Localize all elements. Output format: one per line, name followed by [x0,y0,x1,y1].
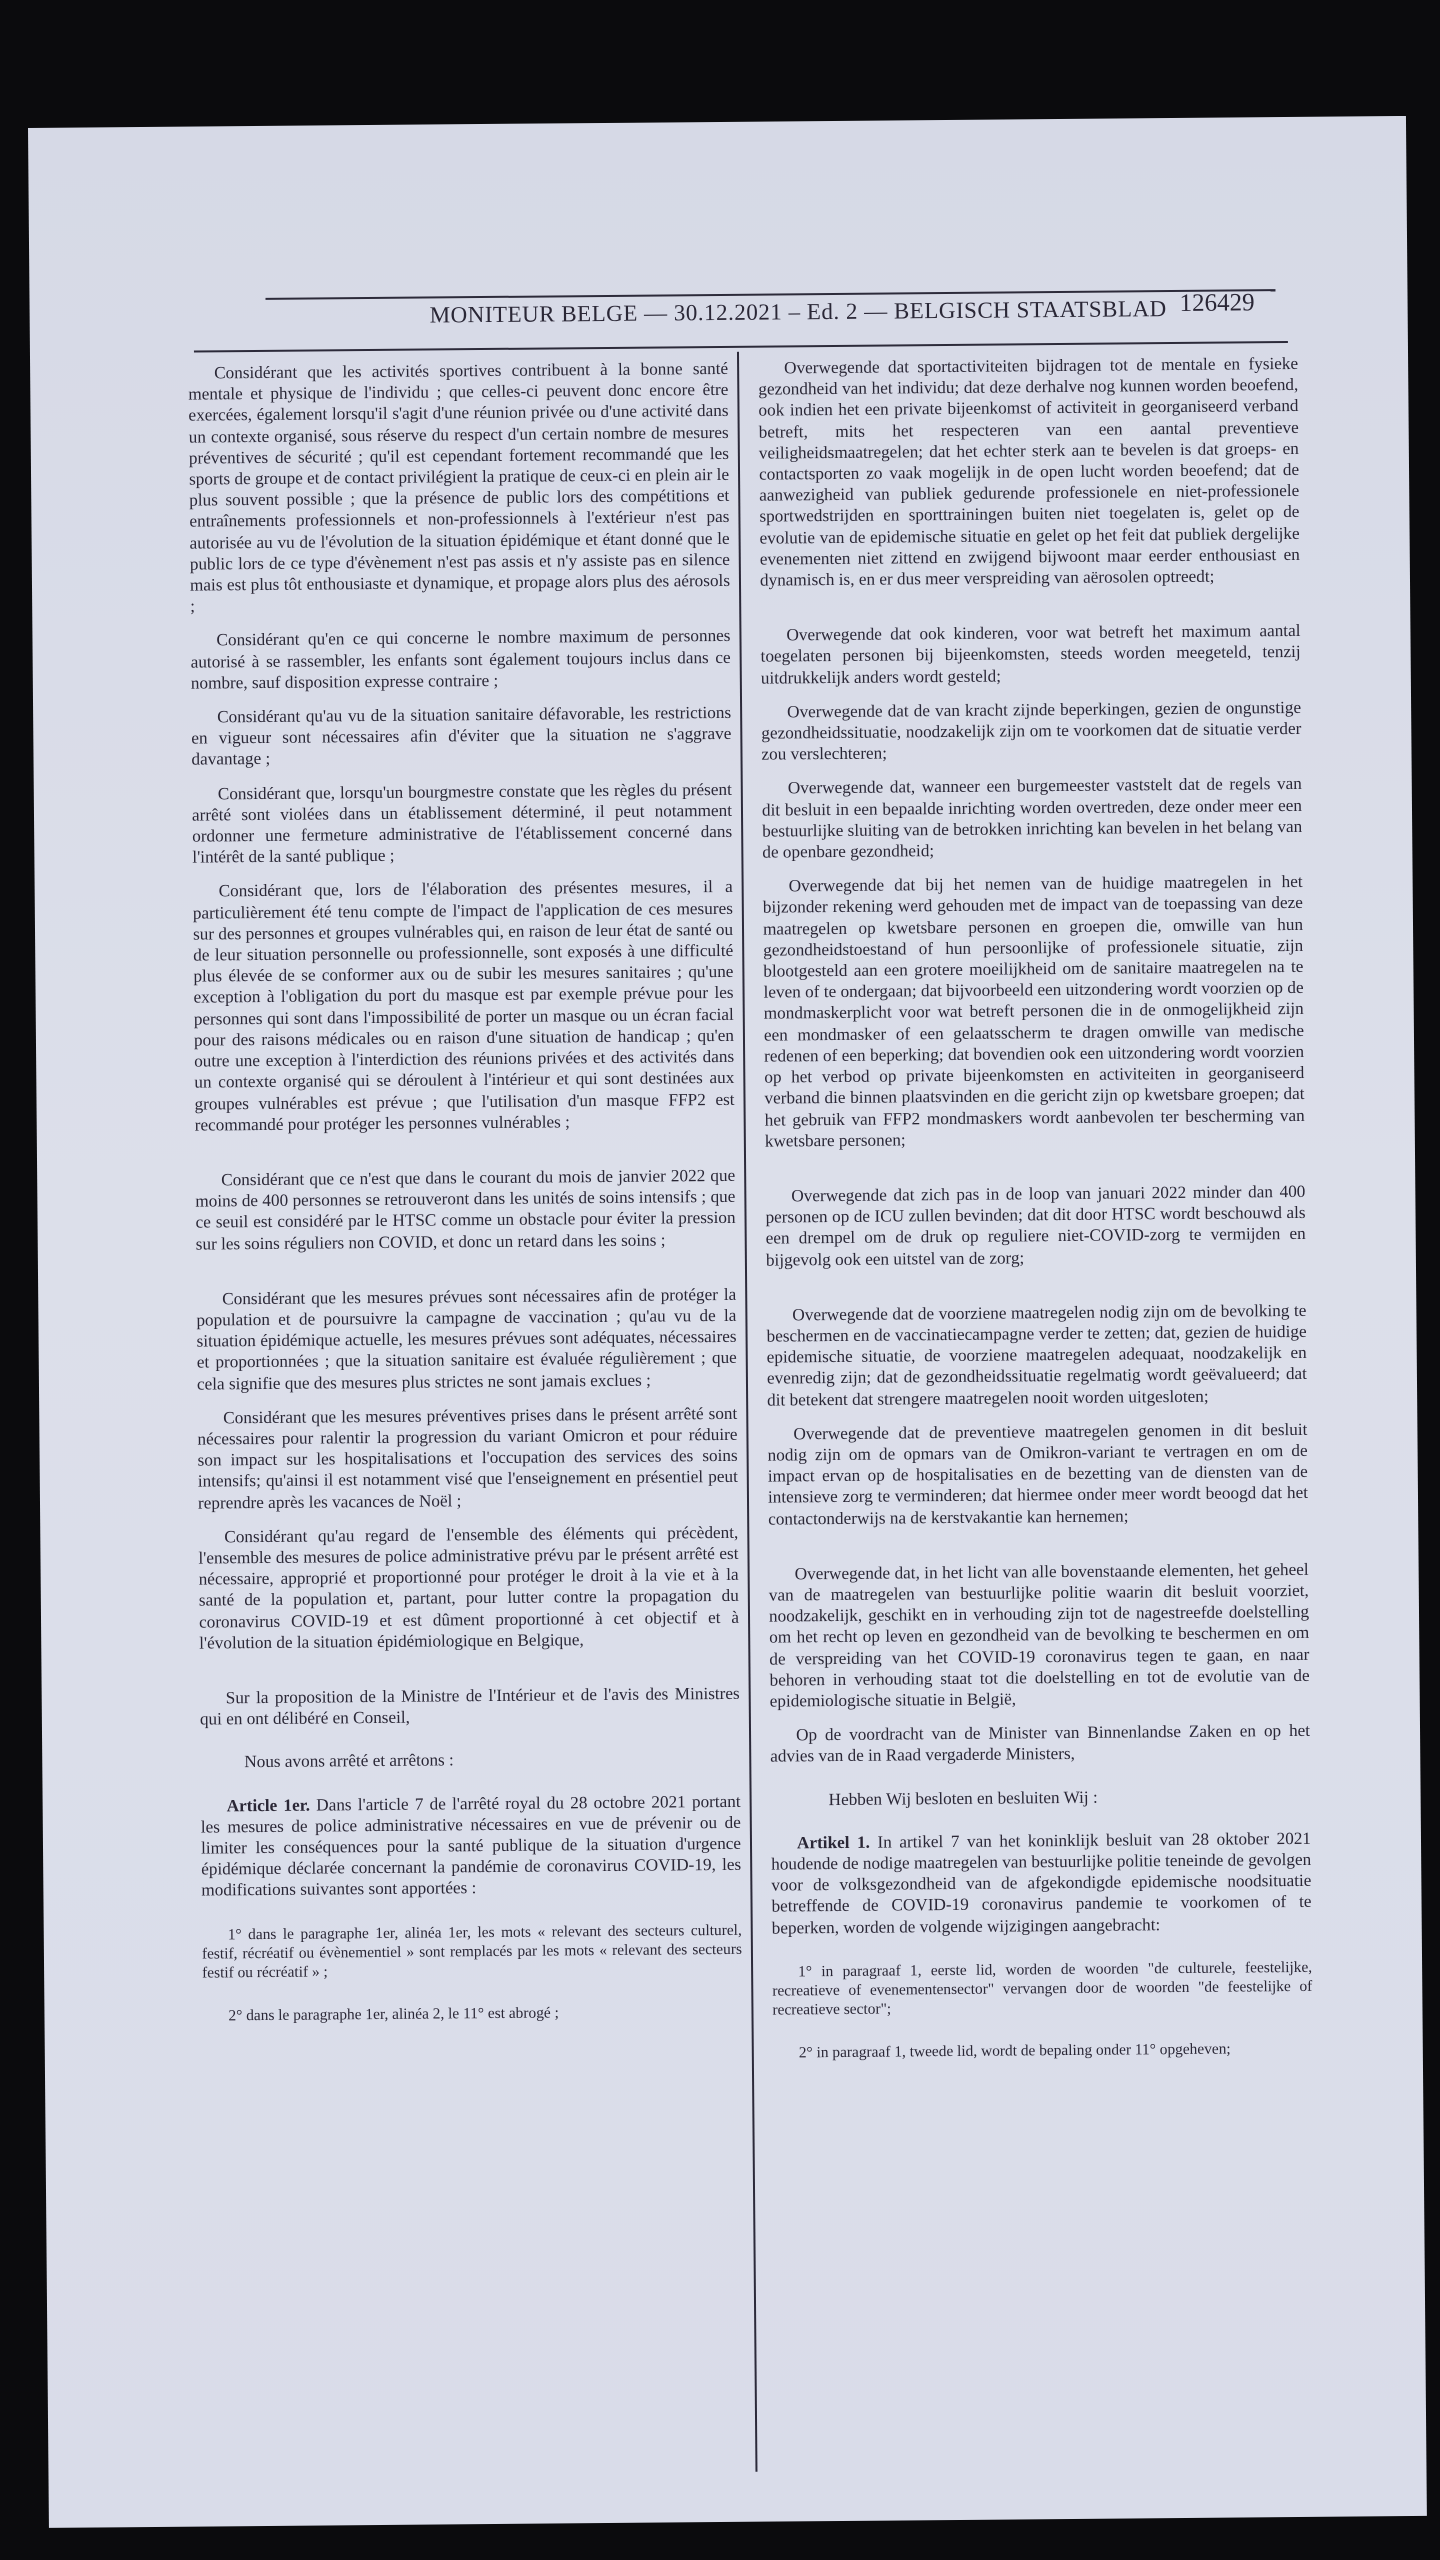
fr-article-1 [201,1790,742,1901]
nl-paragraph: Overwegende dat de voorziene maatregelen nodig zijn om de bevolking te beschermen en de vaccinatiecampagne verder te zetten; dat, gezien de huidige epidemische situatie, de voorziene maatregelen adequaat, noodzakelijk en evenredig zijn; dat de gezondheidssituatie regelmatig wordt geëvalueerd; dat dit betekent dat strengere maatregelen nooit worden uitgesloten; [766,1300,1308,1410]
fr-paragraph: Considérant que les mesures préventives prises dans le présent arrêté sont nécessaires pour ralentir la progression du variant Omicron et pour réduire son impact sur les hospitalisations et l'occupation des services des soins intensifs; qu'ainsi il est notamment visé que l'enseignement en présentiel peut reprendre après les vacances de Noël ; [197,1403,738,1513]
fr-article-text: Dans l'article 7 de l'arrêté royal du 28 octobre 2021 portant les mesures de police administrative nécessaires en vue de prévenir ou de limiter les conséquences pour la santé publique de la situation d'urgence épidémique déclarée concernant la pandémie de coronavirus COVID-19, les modifications suivantes sont apportées : [200,1791,742,1900]
fr-paragraph: Considérant qu'au vu de la situation sanitaire défavorable, les restrictions en vigueur sont nécessaires afin d'éviter que la situation ne s'aggrave davantage ; [191,702,732,770]
nl-article-label: Artikel 1. [796,1832,871,1853]
publication-header-title: MONITEUR BELGE — 30.12.2021 – Ed. 2 — BELGISCH STAATSBLAD [429,296,1167,328]
page-number: 126429 [1179,289,1255,317]
nl-paragraph: Overwegende dat bij het nemen van de huidige maatregelen in het bijzonder rekening werd gehouden met de impact van de toepassing van deze maatregelen op kwetsbare personen en groepen die, omwille van hun gezondheidstoestand of hun persoonlijke of professionele situatie, zijn blootgesteld aan een grotere moeilijkheid om de sanitaire maatregelen na te leven of te ondergaan; dat bijvoorbeeld een uitzondering wordt voorzien op de mondmaskerplicht voor wat betreft personen die in de onmogelijkheid zijn een mondmasker of een gelaatsscherm te dragen omwille van medische redenen of een beperking; dat bovendien ook een uitzondering wordt voorzien op het verbod op private bijeenkomsten en activiteiten in georganiseerd verband die binnen plaatsvinden en die gericht zijn op kwetsbare groepen; dat het gebruik van FFP2 mondmaskers wordt aanbevolen ter bescherming van kwetsbare personen; [762,872,1305,1151]
fr-paragraph: Considérant que les activités sportives contribuent à la bonne santé mentale et physique de l'individu ; que celles-ci peuvent donc encore être exercées, également lorsqu'il s'agit d'une réunion privée ou d'une activité dans un contexte organisé, sous réserve du respect d'un certain nombre de mesures préventives de sécurité ; qu'il est cependant fortement recommandé que les sports de groupe et de contact privilégient la pratique de ceux-ci en plein air le plus souvent possible ; que la présence de public lors des compétitions et entraînements professionnels et non-professionnels à l'extérieur n'est pas autorisée au vu de l'évolution de la situation épidémique et étant donné que le public lors de ce type d'évènement n'est pas assis et n'y assiste pas en silence mais est plus tôt enthousiaste et dynamique, et propage alors plus des aérosols ; [188,358,731,616]
fr-article-label: Article 1er. [226,1795,311,1815]
fr-paragraph: Sur la proposition de la Ministre de l'Intérieur et de l'avis des Ministres qui en ont délibéré en Conseil, [199,1683,740,1729]
fr-paragraph: Considérant que, lors de l'élaboration des présentes mesures, il a particulièrement été tenu compte de l'impact de l'application de ces mesures sur des personnes et groupes vulnérables qui, en raison de leur état de santé ou de leur situation personnelle ou professionnelle, sont exposés à une difficulté plus élevée de se conformer aux ou de subir les mesures sanitaires ; qu'une exception à l'obligation du port du masque est par exemple prévue pour les personnes qui sont dans l'impossibilité de porter un masque ou un écran facial pour des raisons médicales ou en raison d'une situation de handicap ; qu'en outre une exception à l'interdiction des réunions privées et des activités dans un contexte organisé qui se déroulent à l'intérieur et qui sont destinées aux groupes vulnérables est prévue ; que l'utilisation d'un masque FFP2 est recommandé pour protéger les personnes vulnérables ; [192,877,735,1135]
fr-enacting-formula: Nous avons arrêté et arrêtons : [244,1750,454,1772]
fr-item-2: 2° dans le paragraphe 1er, alinéa 2, le 11° est abrogé ; [228,2004,559,2024]
header-bottom-rule [194,341,1288,353]
nl-paragraph: Overwegende dat zich pas in de loop van januari 2022 minder dan 400 personen op de ICU zullen bevinden; dat dit door HTSC wordt beschouwd als een drempel om de druk op reguliere niet-COVID-zorg te vermijden en bijgevolg ook een uitstel van de zorg; [765,1181,1306,1270]
column-divider [737,352,758,2472]
fr-paragraph: Considérant que, lorsqu'un bourgmestre constate que les règles du présent arrêté sont violées dans un établissement déterminé, il peut notamment ordonner une fermeture administrative de l'établissement concerné dans l'intérêt de la santé publique ; [191,779,733,867]
nl-paragraph: Op de voordracht van de Minister van Binnenlandse Zaken en op het advies van de in Raad vergaderde Ministers, [770,1721,1311,1766]
nl-article-1 [771,1828,1312,1939]
nl-enacting-formula: Hebben Wij besloten en besluiten Wij : [828,1787,1098,1809]
fr-item-1: 1° dans le paragraphe 1er, alinéa 1er, les mots « relevant des secteurs culturel, festif, récréatif ou évènementiel » sont remplacés par les mots « relevant des secteurs festif ou récréatif » ; [201,1921,742,1982]
fr-paragraph: Considérant que les mesures prévues sont nécessaires afin de protéger la population et de poursuivre la campagne de vaccination ; qu'au vu de la situation épidémique actuelle, les mesures prévues sont adéquates, nécessaires et proportionnées ; que la situation sanitaire est évaluée régulièrement ; que cela signifie que des mesures plus strictes ne sont jamais exclues ; [196,1284,737,1394]
french-column [188,358,743,2038]
nl-paragraph: Overwegende dat sportactiviteiten bijdragen tot de mentale en fysieke gezondheid van het individu; dat deze derhalve nog kunnen worden beoefend, ook indien het een private bijeenkomst of activiteit in georganiseerd verband betreft, mits het respecteren van een aantal preventieve veiligheidsmaatregelen; dat het echter sterk aan te bevelen is dat groeps- en contactsporten zo vaak mogelijk in de open lucht worden beoefend; dat de aanwezigheid van publiek gedurende professionele en niet-professionele sportwedstrijden en sporttrainingen buiten niet toegelaten is, gelet op de evolutie van de epidemische situatie en gelet op het feit dat publiek dergelijke evenementen niet zittend en zwijgend bijwoont maar eerder enthousiast en dynamisch is, en er dus meer verspreiding van aërosolen optreedt; [758,353,1300,590]
nl-paragraph: Overwegende dat ook kinderen, voor wat betreft het maximum aantal toegelaten personen bij bijeenkomsten, steeds worden meegeteld, tenzij uitdrukkelijk anders wordt gesteld; [760,621,1301,688]
nl-item-1: 1° in paragraaf 1, eerste lid, worden de woorden "de culturele, feestelijke, recreatieve of evenementensector" vervangen door de woorden "de feestelijke of recreatieve sector"; [772,1958,1313,2019]
nl-article-text: In artikel 7 van het koninklijk besluit van 28 oktober 2021 houdende de nodige maatregelen van bestuurlijke politie teneinde de gevolgen voor de volksgezondheid van de afgekondigde epidemische noodsituatie betreffende de COVID-19 coronavirus pandemie te voorkomen of te beperken, worden de volgende wijzigingen aangebracht: [771,1828,1312,1938]
fr-paragraph: Considérant qu'au regard de l'ensemble des éléments qui précèdent, l'ensemble des mesures de police administrative prévu par le présent arrêté est nécessaire, approprié et proportionné pour protéger le droit à la vie et à la santé de la population et, partant, pour lutter contre la propagation du coronavirus COVID-19 et est dûment proportionné à cet objectif et à l'évolution de la situation épidémiologique en Belgique, [198,1522,740,1653]
fr-paragraph: Considérant qu'en ce qui concerne le nombre maximum de personnes autorisé à se rassembler, les enfants sont également toujours inclus dans ce nombre, sauf disposition expresse contraire ; [190,626,731,693]
nl-item-2: 2° in paragraaf 1, tweede lid, wordt de bepaling onder 11° opgeheven; [798,2040,1231,2062]
nl-paragraph: Overwegende dat, wanneer een burgemeester vaststelt dat de regels van dit besluit in een bepaalde inrichting worden overtreden, deze onder meer een bestuurlijke sluiting van de betrokken inrichting kan bevelen in het belang van de openbare gezondheid; [761,774,1303,862]
nl-paragraph: Overwegende dat de preventieve maatregelen genomen in dit besluit nodig zijn om de opmars van de Omikron-variant te vertragen en om de impact ervan op de hospitalisaties en de bezetting van de diensten van de intensieve zorg te verminderen; dat hiermee onder meer wordt beoogd dat het contactonderwijs na de kerstvakantie kan hernemen; [767,1419,1309,1529]
nl-paragraph: Overwegende dat de van kracht zijnde beperkingen, gezien de ongunstige gezondheidssituatie, noodzakelijk zijn om te voorkomen dat de situatie verder zou verslechteren; [761,697,1302,764]
fr-paragraph: Considérant que ce n'est que dans le courant du mois de janvier 2022 que moins de 400 personnes se retrouveront dans les unités de soins intensifs ; que ce seuil est considéré par le HTSC comme un obstacle pour éviter la pression sur les soins réguliers non COVID, et donc un retard dans les soins ; [195,1165,736,1254]
nl-paragraph: Overwegende dat, in het licht van alle bovenstaande elementen, het geheel van de maatregelen van bestuurlijke politie waarin dit besluit voorziet, noodzakelijk, geschikt en in verhouding zijn tot de nagestreefde doelstelling om het recht op leven en gezondheid van de bevolking te beschermen en om de verspreiding van het COVID-19 coronavirus tegen te gaan, en naar behoren in verhouding staat tot die doelstelling en tot de evolutie van de epidemiologische situatie in België, [768,1559,1310,1711]
dutch-column [758,353,1313,2075]
document-page [28,116,1427,2528]
